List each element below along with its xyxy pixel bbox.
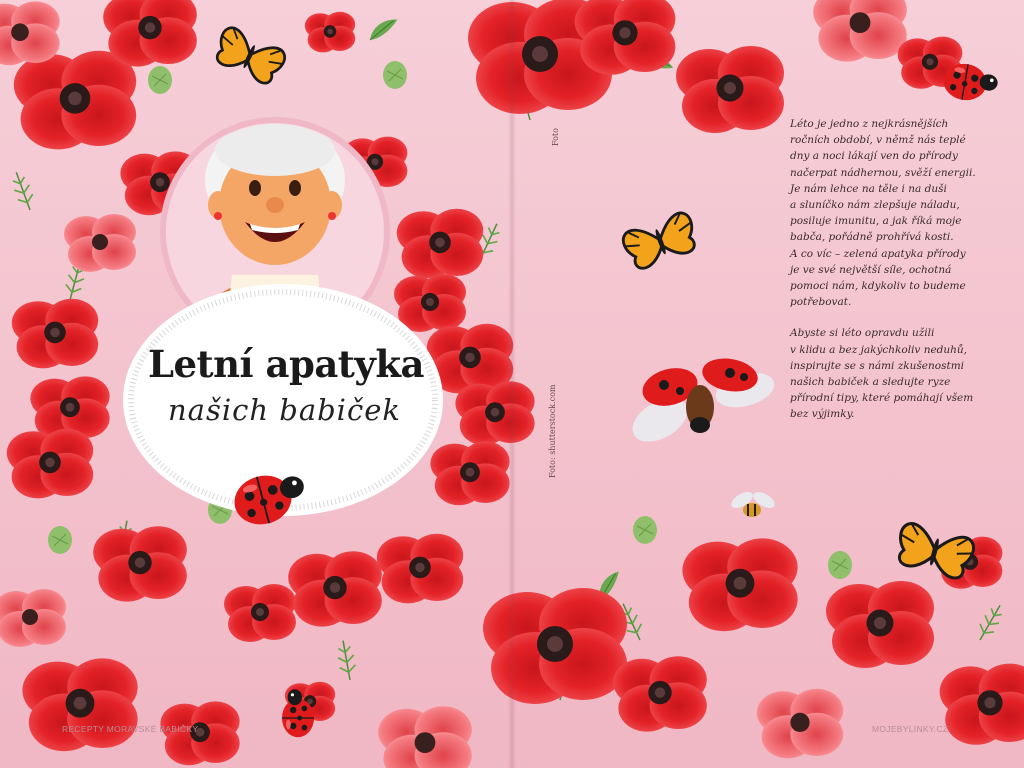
intro-line: Abyste si léto opravdu užili xyxy=(790,327,935,340)
intro-line: našich babiček a sledujte ryze xyxy=(790,376,951,389)
intro-paragraph-2 xyxy=(790,325,985,422)
intro-paragraph-1 xyxy=(790,116,985,310)
intro-line: pomoci nám, kdykoliv to budeme xyxy=(790,280,966,293)
intro-line: posiluje imunitu, a jak říká moje xyxy=(790,215,962,228)
intro-line: přírodní tipy, které pomáhají všem xyxy=(790,392,974,405)
intro-line: Léto je jedno z nejkrásnějších xyxy=(790,118,949,130)
butterfly-icon xyxy=(211,25,288,88)
butterfly-icon xyxy=(620,210,700,272)
intro-line: babča, pořádně prohřívá kosti. xyxy=(790,231,954,244)
footer-website: MOJEBYLINKY.CZ xyxy=(872,724,949,734)
ladybug-flying-icon xyxy=(625,354,778,450)
ladybug-icon xyxy=(282,689,314,737)
intro-line: ročních období, v němž nás teplé xyxy=(790,134,966,147)
ladybug-icon xyxy=(229,466,311,531)
intro-line: Je nám lehce na těle i na duši xyxy=(790,182,947,195)
intro-line: a sluníčko nám zlepšuje náladu, xyxy=(790,199,960,212)
intro-line: potřebovat. xyxy=(790,296,852,309)
intro-text xyxy=(790,116,985,438)
intro-line: dny a noci lákají ven do přírody xyxy=(790,150,958,163)
intro-line: A co víc – zelená apatyka přírody xyxy=(790,247,966,260)
photo-credit: Foto: shutterstock.com xyxy=(548,384,557,478)
intro-line: v klidu a bez jakýchkoliv neduhů, xyxy=(790,343,968,356)
article-title: Letní apatyka xyxy=(148,342,425,386)
footer-section-label: RECEPTY MORAVSKÉ BABIČKY xyxy=(62,724,199,734)
photo-credit-top: Foto xyxy=(551,128,560,146)
intro-line: inspirujte se s námi zkušenostmi xyxy=(790,359,965,372)
intro-line: načerpat nádhernou, svěží energii. xyxy=(790,166,976,179)
ladybug-icon xyxy=(941,61,1000,106)
intro-line: je ve své největší síle, ochotná xyxy=(790,263,952,276)
butterfly-icon xyxy=(893,521,976,581)
article-subtitle: našich babiček xyxy=(168,393,401,427)
bee-icon xyxy=(729,489,778,517)
intro-line: bez výjimky. xyxy=(790,408,855,421)
